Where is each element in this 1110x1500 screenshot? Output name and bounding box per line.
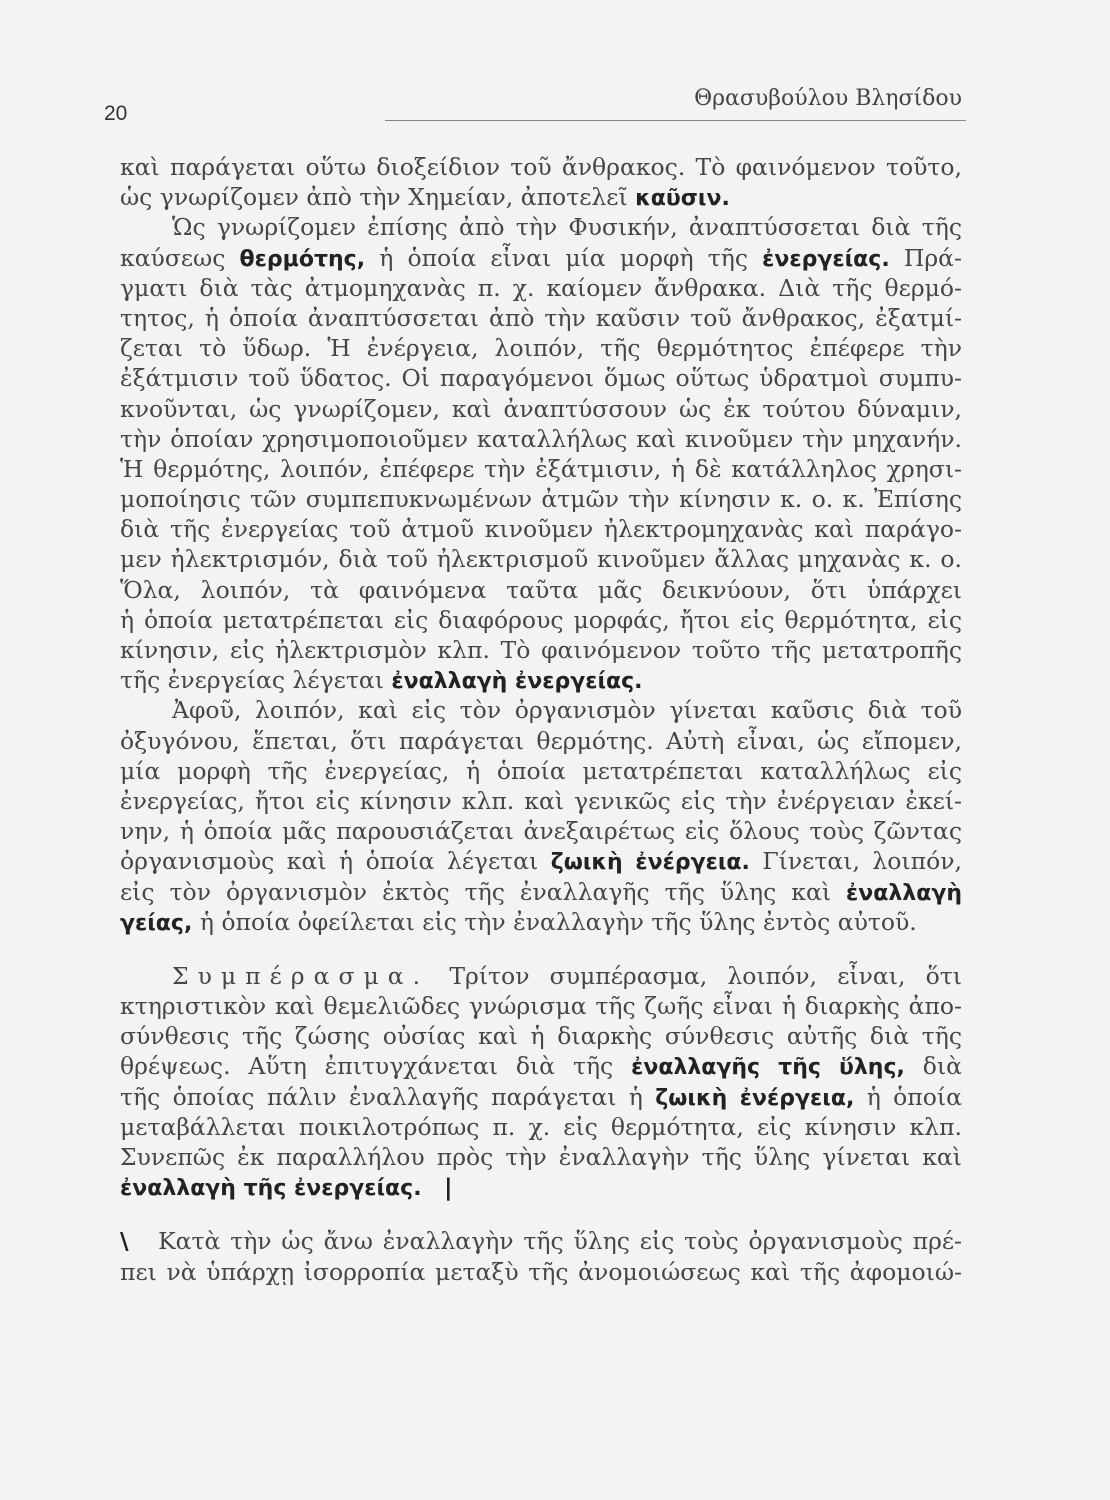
paragraph-1 xyxy=(120,152,962,212)
text-line xyxy=(120,907,962,937)
text-line xyxy=(120,1226,962,1256)
text-line: γματι διὰ τὰς ἀτμομηχανὰς π. χ. καίομεν ἄνθρακα. Διὰ τῆς θερμό- xyxy=(120,273,962,302)
text-line: Ἀφοῦ, λοιπόν, καὶ εἰς τὸν ὀργανισμὸν γίνεται καῦσις διὰ τοῦ xyxy=(172,696,962,725)
text-line: διὰ τῆς ἐνεργείας τοῦ ἀτμοῦ κινοῦμεν ἠλεκτρομηχανὰς καὶ παράγο- xyxy=(120,515,962,544)
text-span: διὰ xyxy=(922,1052,962,1081)
text-line: μεταβάλλεται ποικιλοτρόπως π. χ. εἰς θερμότητα, εἰς κίνησιν κλπ. xyxy=(120,1112,962,1141)
bold-term: ἐναλλαγὴ xyxy=(846,880,962,906)
conclusion-label: Συμπέρασμα. xyxy=(172,961,430,990)
text-span: τῆς ὁποίας πάλιν ἐναλλαγῆς παράγεται ἡ xyxy=(120,1082,643,1111)
text-line: κνοῦνται, ὡς γνωρίζομεν, καὶ ἀναπτύσσουν ὡς ἐκ τούτου δύναμιν, xyxy=(120,394,962,423)
bold-term: ἐναλλαγὴ τῆς ἐνεργείας. xyxy=(120,1176,422,1202)
bold-term: ἐνεργείας. xyxy=(762,246,890,272)
page-body xyxy=(120,152,962,1287)
text-line: ζεται τὸ ὕδωρ. Ἡ ἐνέργεια, λοιπόν, τῆς θερμότητος ἐπέφερε τὴν xyxy=(120,334,962,363)
running-head: Θρασυβούλου Βλησίδου xyxy=(694,86,962,111)
text-line: κτηριστικὸν καὶ θεμελιῶδες γνώρισμα τῆς ζωῆς εἶναι ἡ διαρκὴς ἀπο- xyxy=(120,992,962,1021)
text-span: τῆς ἐνεργείας λέγεται xyxy=(120,666,384,695)
text-line: τὴν ὁποίαν χρησιμοποιοῦμεν καταλλήλως καὶ κινοῦμεν τὴν μηχανήν. xyxy=(120,424,962,453)
text-line: πει νὰ ὑπάρχῃ ἰσορροπία μεταξὺ τῆς ἀνομοιώσεως καὶ τῆς ἀφομοιώ- xyxy=(120,1257,962,1286)
bold-term: ἐναλλαγῆς τῆς ὕλης, xyxy=(631,1055,905,1081)
text-line xyxy=(120,1082,962,1112)
text-span: εἰς τὸν ὀργανισμὸν ἐκτὸς τῆς ἐναλλαγῆς τῆς ὕλης καὶ xyxy=(120,877,832,906)
header-rule xyxy=(385,120,966,121)
bold-term: γείας, xyxy=(120,910,193,936)
text-line xyxy=(120,1172,962,1202)
text-line: μοποίησις τῶν συμπεπυκνωμένων ἀτμῶν τὴν κίνησιν κ. ο. κ. Ἐπίσης xyxy=(120,485,962,514)
text-span: Τρίτον συμπέρασμα, λοιπόν, εἶναι, ὅτι xyxy=(449,961,962,990)
text-line xyxy=(120,877,962,907)
section-gap xyxy=(120,1202,962,1226)
text-line xyxy=(120,243,962,273)
text-line: ἐξάτμισιν τοῦ ὕδατος. Οἱ παραγόμενοι ὅμως οὕτως ὑδρατμοὶ συμπυ- xyxy=(120,364,962,393)
text-span: ὀργανισμοὺς καὶ ἡ ὁποία λέγεται xyxy=(120,847,539,876)
conclusion-paragraph xyxy=(120,961,962,1203)
text-line: κίνησιν, εἰς ἠλεκτρισμὸν κλπ. Τὸ φαινόμενον τοῦτο τῆς μετατροπῆς xyxy=(120,636,962,664)
text-line: μεν ἠλεκτρισμόν, διὰ τοῦ ἠλεκτρισμοῦ κινοῦμεν ἄλλας μηχανὰς κ. ο. xyxy=(120,545,962,574)
page-header xyxy=(100,76,966,126)
text-line xyxy=(120,1051,962,1081)
bold-term: ζωικὴ ἐνέργεια. xyxy=(550,850,750,876)
paragraph-3 xyxy=(120,695,962,937)
text-span: ἡ ὁποία ὀφείλεται εἰς τὴν ἐναλλαγὴν τῆς ὕλης ἐντὸς αὐτοῦ. xyxy=(199,907,917,936)
section-gap xyxy=(120,937,962,961)
page-number: 20 xyxy=(104,102,128,125)
text-line: σύνθεσις τῆς ζώσης οὐσίας καὶ ἡ διαρκὴς σύνθεσις αὐτῆς διὰ τῆς xyxy=(120,1022,962,1051)
text-line xyxy=(120,182,962,212)
text-line: Συνεπῶς ἐκ παραλλήλου πρὸς τὴν ἐναλλαγὴν τῆς ὕλης γίνεται καὶ xyxy=(120,1143,962,1171)
text-line: καὶ παράγεται οὕτω διοξείδιον τοῦ ἄνθρακος. Τὸ φαινόμενον τοῦτο, xyxy=(120,153,962,181)
text-span: ἡ ὁποία xyxy=(866,1082,962,1111)
text-span: θρέψεως. Αὕτη ἐπιτυγχάνεται διὰ τῆς xyxy=(120,1052,614,1081)
text-span: Γίνεται, λοιπόν, xyxy=(762,847,962,876)
text-line: ἡ ὁποία μετατρέπεται εἰς διαφόρους μορφάς, ἤτοι εἰς θερμότητα, εἰς xyxy=(120,605,962,634)
text-line: νην, ἡ ὁποία μᾶς παρουσιάζεται ἀνεξαιρέτως εἰς ὅλους τοὺς ζῶντας xyxy=(120,817,962,846)
text-span: Κατὰ τὴν ὡς ἄνω ἐναλλαγὴν τῆς ὕλης εἰς τοὺς ὀργανισμοὺς πρέ- xyxy=(158,1227,962,1256)
text-line: Ὅλα, λοιπόν, τὰ φαινόμενα ταῦτα μᾶς δεικνύουν, ὅτι ὑπάρχει xyxy=(120,575,962,604)
text-line: ὀξυγόνου, ἕπεται, ὅτι παράγεται θερμότης. Αὐτὴ εἶναι, ὡς εἴπομεν, xyxy=(120,726,962,755)
text-line: Ὡς γνωρίζομεν ἐπίσης ἀπὸ τὴν Φυσικήν, ἀναπτύσσεται διὰ τῆς xyxy=(172,213,962,242)
text-line xyxy=(120,846,962,876)
paragraph-2 xyxy=(120,212,962,695)
paragraph-4 xyxy=(120,1226,962,1286)
margin-mark: \ xyxy=(120,1227,129,1256)
text-line: μία μορφὴ τῆς ἐνεργείας, ἡ ὁποία μετατρέπεται καταλλήλως εἰς xyxy=(120,756,962,785)
bold-term: θερμότης, xyxy=(239,246,366,272)
bold-term: ἐναλλαγὴ ἐνεργείας. xyxy=(391,669,643,695)
text-span: Πρά- xyxy=(903,243,962,272)
text-span: ἡ ὁποία εἶναι μία μορφὴ τῆς xyxy=(379,243,748,272)
bold-term: καῦσιν. xyxy=(635,186,730,212)
text-line: ἐνεργείας, ἤτοι εἰς κίνησιν κλπ. καὶ γενικῶς εἰς τὴν ἐνέργειαν ἐκεί- xyxy=(120,786,962,815)
text-line xyxy=(120,665,962,695)
text-span: καύσεως xyxy=(120,243,226,272)
text-line xyxy=(120,961,962,991)
text-line: Ἡ θερμότης, λοιπόν, ἐπέφερε τὴν ἐξάτμισιν, ἡ δὲ κατάλληλος χρησι- xyxy=(120,454,962,483)
text-span: ὡς γνωρίζομεν ἀπὸ τὴν Χημείαν, ἀποτελεῖ xyxy=(120,183,628,212)
bold-term: ζωικὴ ἐνέργεια, xyxy=(655,1085,855,1111)
text-line: τητος, ἡ ὁποία ἀναπτύσσεται ἀπὸ τὴν καῦσιν τοῦ ἄνθρακος, ἐξατμί- xyxy=(120,303,962,332)
margin-mark: | xyxy=(443,1173,453,1202)
